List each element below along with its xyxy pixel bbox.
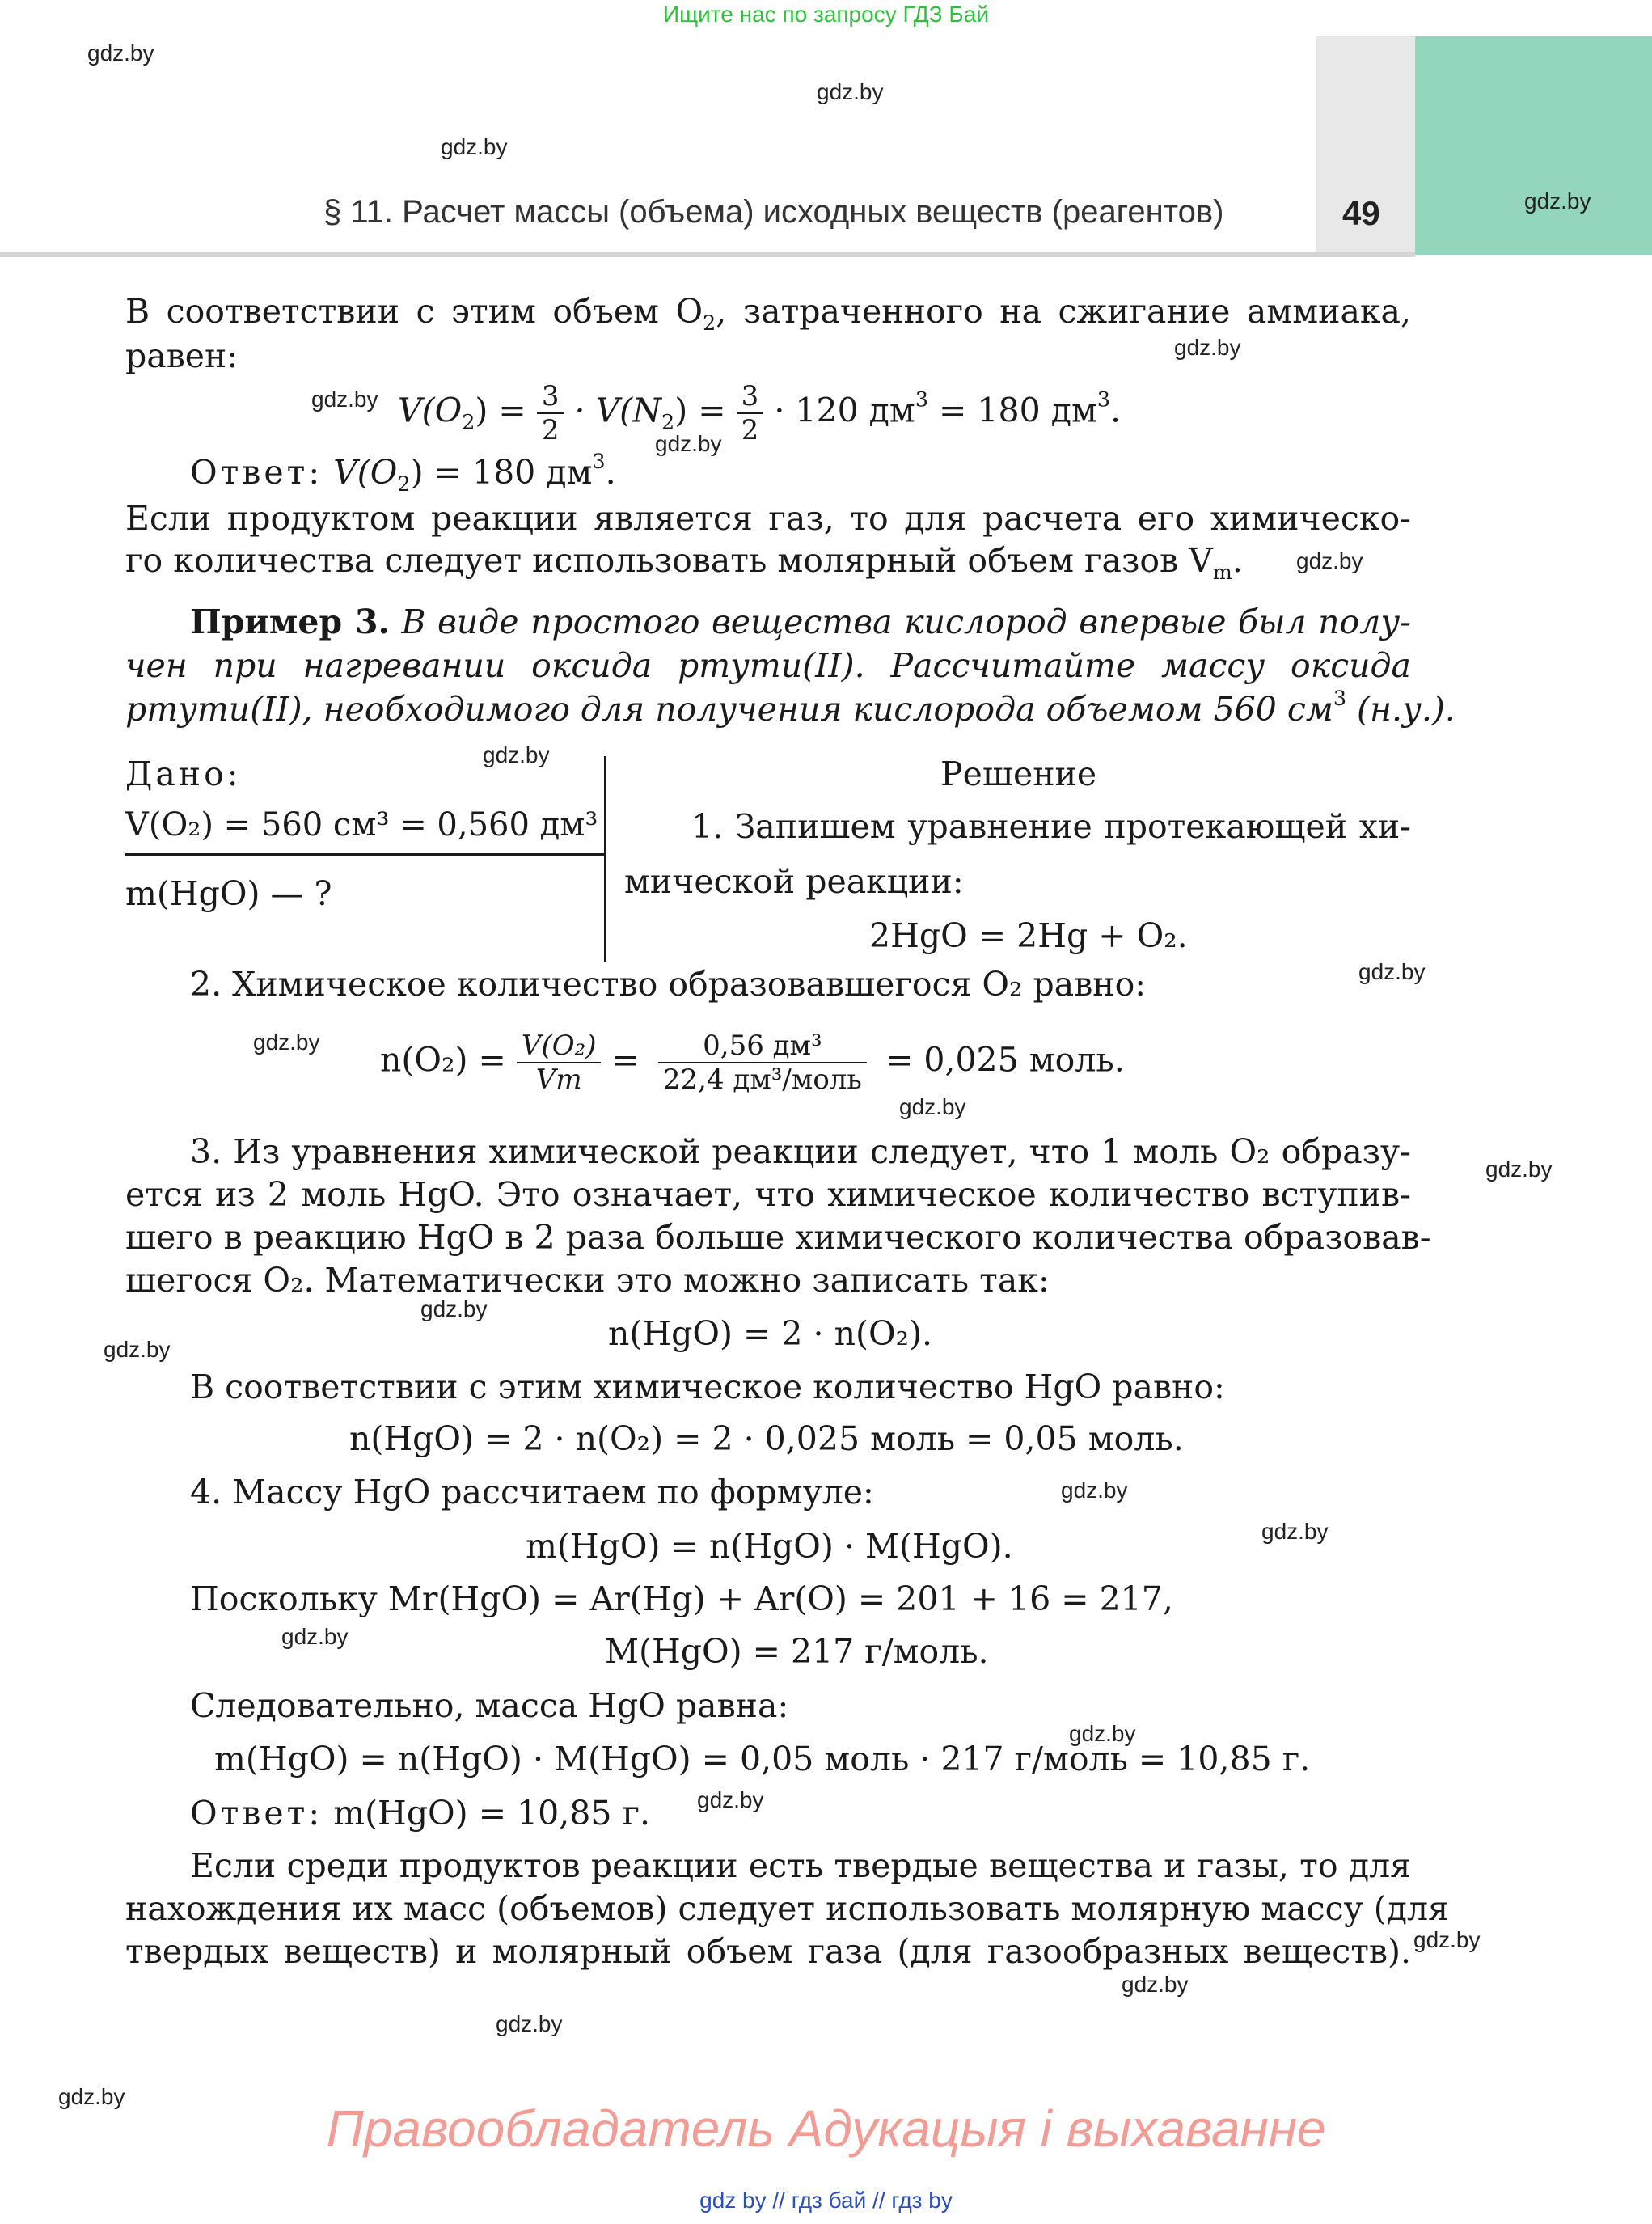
watermark: gdz.by	[420, 1296, 488, 1321]
example-line: Пример 3. В виде простого вещества кислород впервые был полу-	[190, 603, 1411, 641]
answer-line: Ответ: $V(O_2) = 180$ $дм^3$.	[190, 448, 616, 496]
equation-molar-mass: M(HgO) = 217 г/моль.	[605, 1632, 989, 1671]
watermark: gdz.by	[817, 79, 884, 104]
watermark: gdz.by	[1485, 1156, 1553, 1182]
paragraph-line: Если продуктом реакции является газ, то для расчета его химическо-	[125, 499, 1411, 538]
paragraph-line: нахождения их масс (объемов) следует использовать молярную массу (для	[125, 1889, 1449, 1928]
answer-line: Ответ: m(HgO) = 10,85 г.	[190, 1794, 651, 1833]
watermark: gdz.by	[1358, 959, 1426, 984]
watermark: gdz.by	[483, 742, 550, 767]
equation-mass-formula: m(HgO) = n(HgO) · M(HgO).	[526, 1527, 1013, 1566]
watermark: gdz.by	[1524, 188, 1591, 214]
watermark: gdz.by	[104, 1337, 171, 1362]
step-line: мической реакции:	[624, 862, 964, 901]
copyright-holder: Правообладатель Адукацыя і выхаванне	[326, 2099, 1326, 2158]
watermark: gdz.by	[1061, 1478, 1128, 1503]
given-divider-horizontal	[125, 853, 604, 856]
given-value: V(O₂) = 560 см³ = 0,560 дм³	[125, 806, 598, 844]
watermark: gdz.by	[1174, 335, 1241, 360]
footer-links[interactable]: gdz by // гдз бай // гдз by	[699, 2188, 953, 2213]
paragraph-line: го количества следует использовать молярный объем газов $V_m$.	[125, 541, 1243, 584]
watermark: gdz.by	[1122, 1972, 1189, 1997]
step-line: 2. Химическое количество образовавшегося O₂ равно:	[190, 965, 1147, 1004]
example-line: ртути(II), необходимого для получения кислорода объемом 560 $см^3$ (н.у.).	[125, 685, 1456, 729]
step-line: ется из 2 моль HgO. Это означает, что химическое количество вступив-	[125, 1175, 1411, 1214]
header-divider	[0, 252, 1415, 257]
watermark: gdz.by	[697, 1787, 764, 1812]
watermark: gdz.by	[1296, 548, 1363, 573]
equation-n-hgo-value: n(HgO) = 2 · n(O₂) = 2 · 0,025 моль = 0,05 моль.	[349, 1419, 1184, 1458]
paragraph-line: твердых веществ) и молярный объем газа (для газообразных веществ).	[125, 1932, 1411, 1971]
watermark: gdz.by	[1261, 1519, 1329, 1544]
given-label: Дано:	[125, 755, 242, 793]
watermark: gdz.by	[899, 1094, 966, 1119]
find-value: m(HgO) — ?	[125, 874, 332, 913]
step-line: шегося O₂. Математически это можно записать так:	[125, 1261, 1050, 1300]
watermark: gdz.by	[655, 431, 722, 456]
solution-label: Решение	[940, 755, 1097, 793]
equation-volume-o2: $V(O_2)$ = $\frac{3}{2}$ · $V(N_2)$ = $\frac{3}{2}$ · 120 $дм^3 = 180$ $дм^3$.	[398, 380, 1122, 446]
top-banner[interactable]: Ищите нас по запросу ГДЗ Бай	[662, 2, 990, 27]
step-line: шего в реакцию HgO в 2 раза больше химического количества образовав-	[125, 1218, 1431, 1257]
step-line: 1. Запишем уравнение протекающей хи-	[691, 807, 1411, 846]
watermark: gdz.by	[441, 134, 508, 159]
page-number: 49	[1342, 194, 1380, 232]
watermark: gdz.by	[253, 1030, 320, 1055]
equation-mass-result: m(HgO) = n(HgO) · M(HgO) = 0,05 моль · 217 г/моль = 10,85 г.	[214, 1740, 1311, 1778]
step-line: 4. Массу HgO рассчитаем по формуле:	[190, 1473, 874, 1512]
paragraph-line: Следовательно, масса HgO равна:	[190, 1686, 789, 1725]
paragraph-line: Если среди продуктов реакции есть твердые вещества и газы, то для	[190, 1846, 1411, 1885]
equation-n-o2: n(O₂) = $\frac{\text{V(O₂)}}{Vm}$ = $\frac{\text{0,56 дм³}}{\text{22,4 дм³/моль}}$ = 0,025 моль.	[380, 1030, 1125, 1096]
watermark: gdz.by	[496, 2011, 563, 2036]
step-line: 3. Из уравнения химической реакции следует, что 1 моль O₂ образу-	[190, 1132, 1411, 1171]
paragraph-line: В соответствии с этим химическое количество HgO равно:	[190, 1368, 1225, 1406]
watermark: gdz.by	[87, 40, 154, 66]
watermark: gdz.by	[281, 1624, 349, 1649]
header-green-block	[1415, 36, 1652, 255]
given-divider-vertical	[604, 756, 606, 962]
section-title: § 11. Расчет массы (объема) исходных веществ (реагентов)	[323, 194, 1224, 230]
watermark: gdz.by	[1069, 1721, 1136, 1746]
paragraph-line: В соответствии с этим объем $O_2$, затраченного на сжигание аммиака,	[125, 292, 1411, 335]
paragraph-line: Поскольку Mr(HgO) = Ar(Hg) + Ar(O) = 201 + 16 = 217,	[190, 1579, 1173, 1618]
watermark: gdz.by	[1413, 1927, 1481, 1952]
example-line: чен при нагревании оксида ртути(II). Рассчитайте массу оксида	[125, 646, 1411, 685]
paragraph-line: равен:	[125, 336, 239, 375]
watermark: gdz.by	[58, 2084, 125, 2109]
reaction-equation: 2HgO = 2Hg + O₂.	[869, 916, 1188, 955]
equation-n-hgo: n(HgO) = 2 · n(O₂).	[608, 1314, 933, 1353]
watermark: gdz.by	[311, 387, 378, 412]
